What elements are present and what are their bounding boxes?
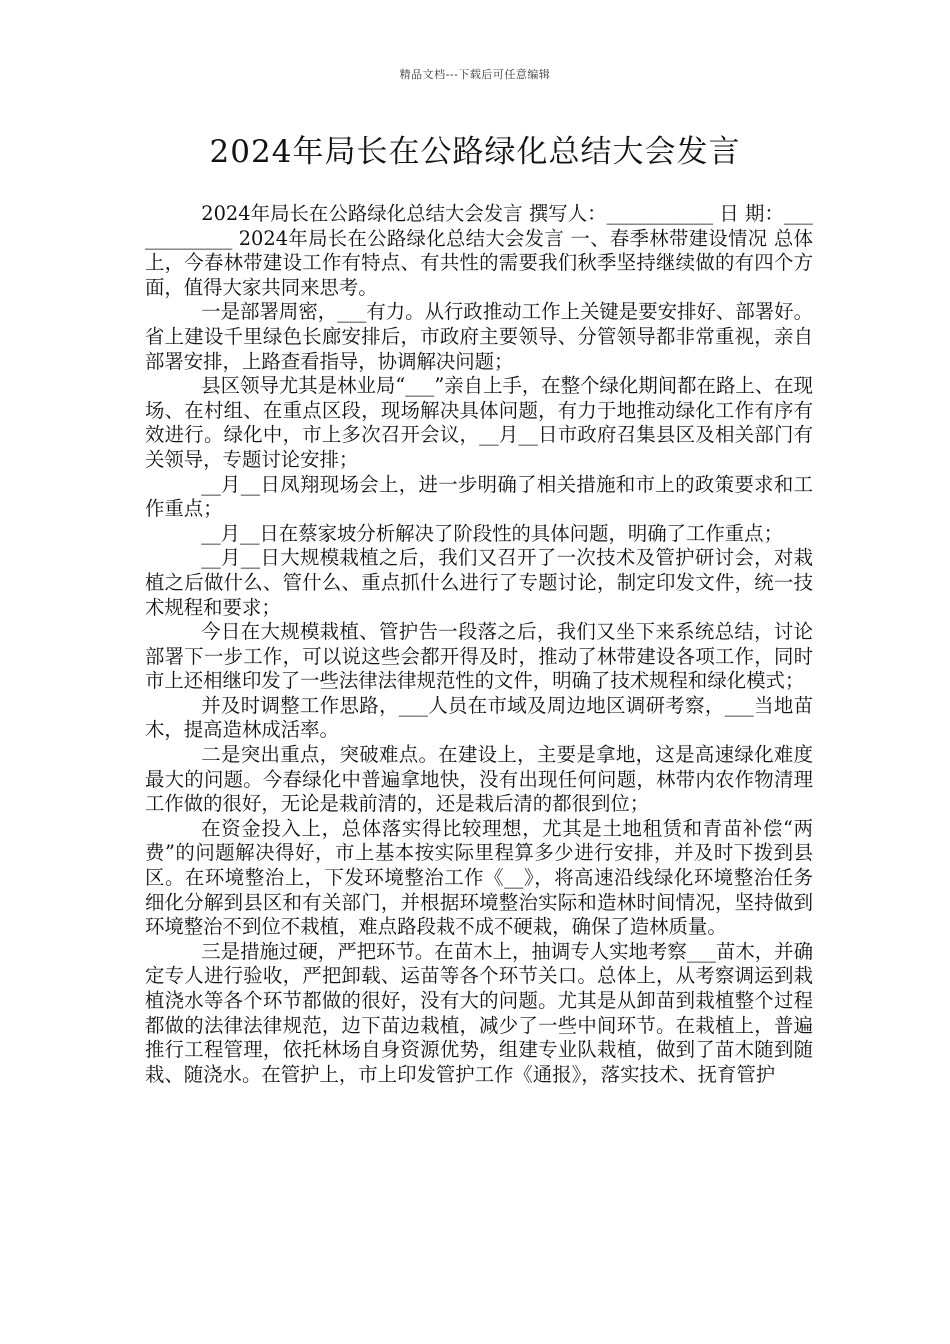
document-body	[145, 202, 813, 1087]
paragraph: 二是突出重点，突破难点。在建设上，主要是拿地，这是高速绿化难度最大的问题。今春绿化中普遍拿地快，没有出现任何问题，林带内农作物清理工作做的很好，无论是栽前清的，还是栽后清的都很到位；	[145, 743, 813, 816]
document-title: 2024年局长在公路绿化总结大会发言	[209, 134, 741, 170]
paragraph: 并及时调整工作思路，___人员在市域及周边地区调研考察，___当地苗木，提高造林成活率。	[145, 693, 813, 742]
paragraph: 一是部署周密，___有力。从行政推动工作上关键是要安排好、部署好。省上建设千里绿色长廊安排后，市政府主要领导、分管领导都非常重视，亲自部署安排，上路查看指导，协调解决问题；	[145, 300, 813, 373]
page-header-note: 精品文档---下载后可任意编辑	[399, 68, 551, 81]
paragraph: __月__日大规模栽植之后，我们又召开了一次技术及管护研讨会，对栽植之后做什么、管什么、重点抓什么进行了专题讨论，制定印发文件，统一技术规程和要求；	[145, 546, 813, 619]
paragraph: 县区领导尤其是林业局“___”亲自上手，在整个绿化期间都在路上、在现场、在村组、在重点区段，现场解决具体问题，有力于地推动绿化工作有序有效进行。绿化中，市上多次召开会议，__月__日市政府召集县区及相关部门有关领导，专题讨论安排；	[145, 374, 813, 471]
paragraph: 今日在大规模栽植、管护告一段落之后，我们又坐下来系统总结，讨论部署下一步工作，可以说这些会都开得及时，推动了林带建设各项工作，同时市上还相继印发了一些法律法律规范性的文件，明确了技术规程和绿化模式；	[145, 620, 813, 693]
paragraph-intro: 2024年局长在公路绿化总结大会发言 撰写人：___________ 日 期：____________ 2024年局长在公路绿化总结大会发言 一、春季林带建设情况 总体上，今春林带建设工作有特点、有共性的需要我们秋季坚持继续做的有四个方面，值得大家共同来思考。	[145, 202, 813, 299]
paragraph: 在资金投入上，总体落实得比较理想，尤其是土地租赁和青苗补偿“两费”的问题解决得好，市上基本按实际里程算多少进行安排，并及时下拨到县区。在环境整治上，下发环境整治工作《__》，将高速沿线绿化环境整治任务细化分解到县区和有关部门，并根据环境整治实际和造林时间情况，坚持做到环境整治不到位不栽植，难点路段栽不成不硬栽，确保了造林质量。	[145, 816, 813, 939]
paragraph: 三是措施过硬，严把环节。在苗木上，抽调专人实地考察___苗木，并确定专人进行验收，严把卸载、运苗等各个环节关口。总体上，从考察调运到栽植浇水等各个环节都做的很好，没有大的问题。尤其是从卸苗到栽植整个过程都做的法律法律规范，边下苗边栽植，减少了一些中间环节。在栽植上，普遍推行工程管理，依托林场自身资源优势，组建专业队栽植，做到了苗木随到随栽、随浇水。在管护上，市上印发管护工作《通报》，落实技术、抚育管护	[145, 939, 813, 1086]
paragraph: __月__日凤翔现场会上，进一步明确了相关措施和市上的政策要求和工作重点；	[145, 472, 813, 521]
paragraph: __月__日在蔡家坡分析解决了阶段性的具体问题，明确了工作重点；	[201, 521, 783, 545]
